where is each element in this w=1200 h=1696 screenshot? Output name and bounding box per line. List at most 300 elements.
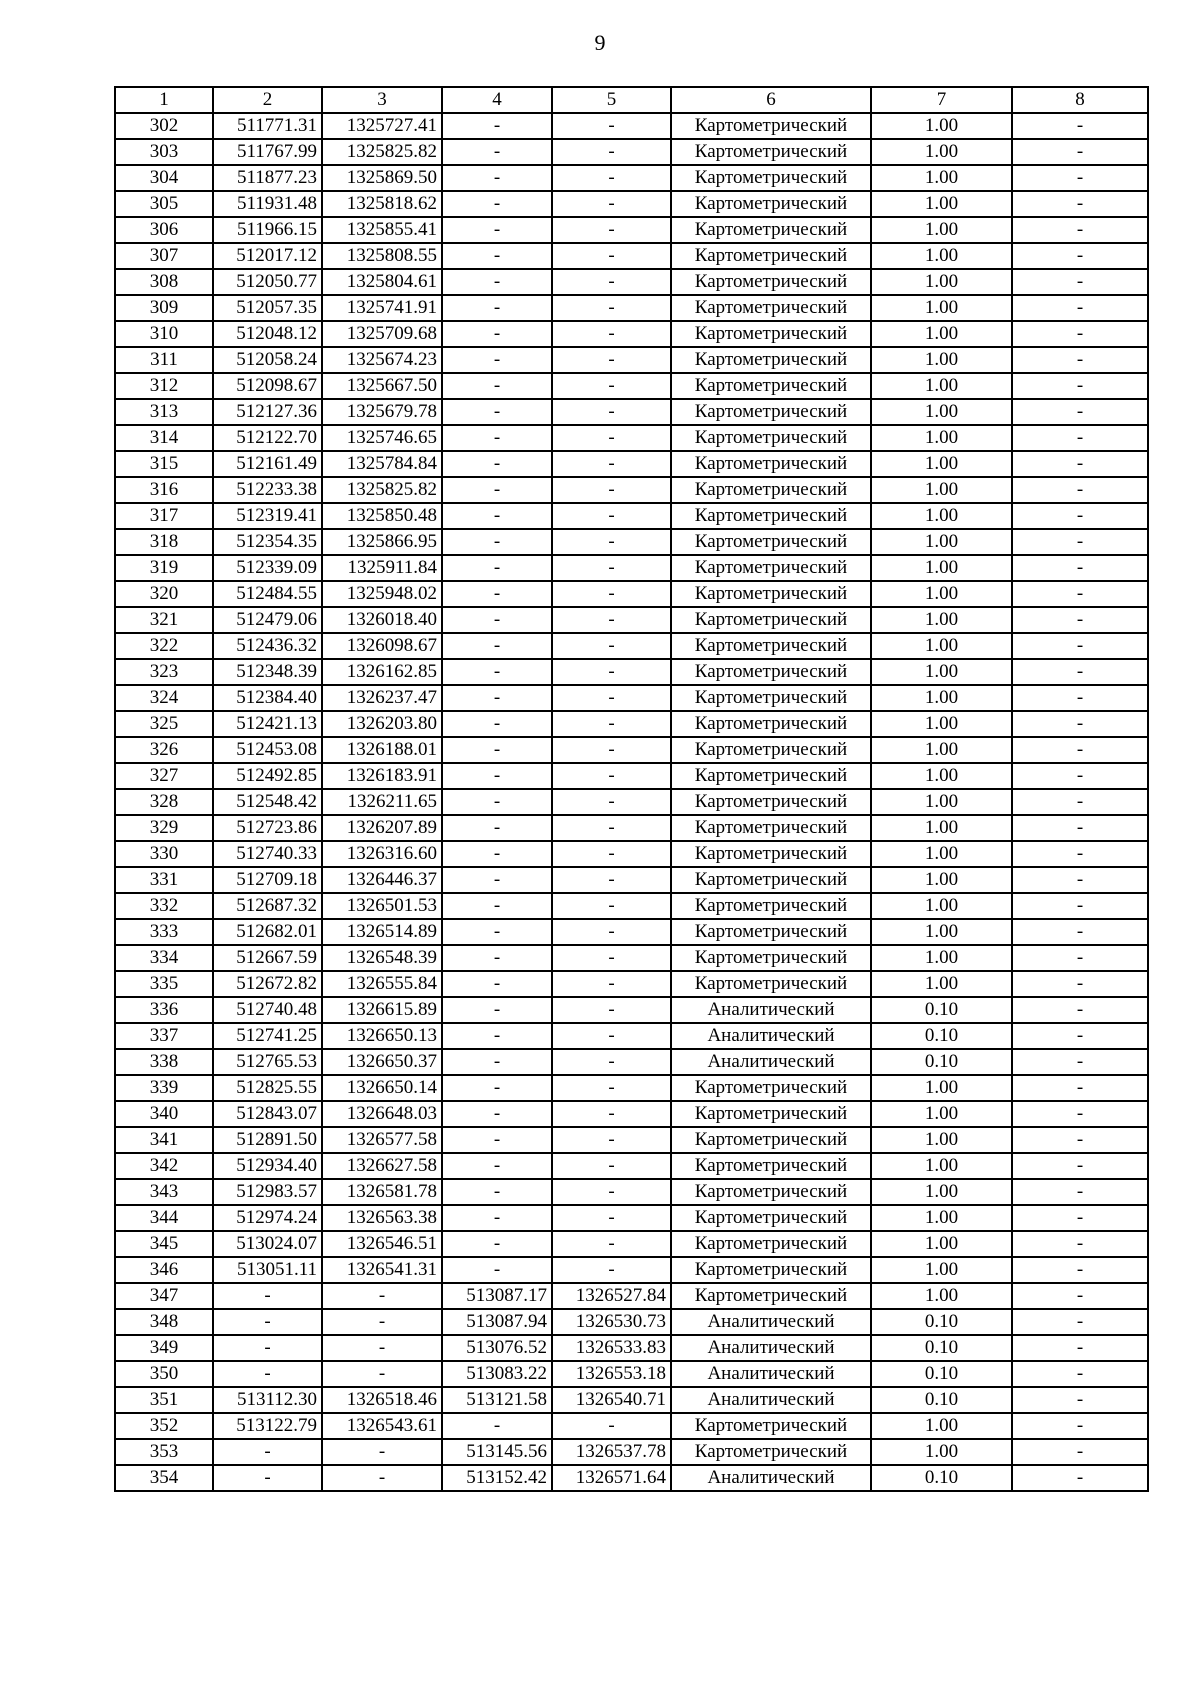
table-cell-col-2: 512233.38 bbox=[213, 477, 322, 503]
table-row bbox=[115, 1283, 1148, 1309]
table-cell-col-6: Картометрический bbox=[671, 607, 871, 633]
table-cell-col-5: - bbox=[552, 373, 671, 399]
table-cell-col-5: - bbox=[552, 113, 671, 139]
table-cell-col-3: 1325667.50 bbox=[322, 373, 442, 399]
table-cell-col-2: 511931.48 bbox=[213, 191, 322, 217]
table-cell-col-6: Картометрический bbox=[671, 1101, 871, 1127]
table-cell-col-7: 1.00 bbox=[871, 1075, 1012, 1101]
table-cell-col-7: 1.00 bbox=[871, 399, 1012, 425]
table-row bbox=[115, 971, 1148, 997]
table-cell-col-2: 512974.24 bbox=[213, 1205, 322, 1231]
table-cell-col-7: 1.00 bbox=[871, 633, 1012, 659]
table-cell-col-3: 1326207.89 bbox=[322, 815, 442, 841]
table-cell-col-2: 512421.13 bbox=[213, 711, 322, 737]
table-cell-col-2: 512348.39 bbox=[213, 659, 322, 685]
table-row bbox=[115, 893, 1148, 919]
table-cell-col-6: Картометрический bbox=[671, 373, 871, 399]
table-cell-col-8: - bbox=[1012, 1049, 1148, 1075]
table-row bbox=[115, 243, 1148, 269]
table-cell-col-5: - bbox=[552, 217, 671, 243]
table-cell-col-4: - bbox=[442, 1153, 552, 1179]
table-cell-col-6: Картометрический bbox=[671, 919, 871, 945]
column-header-7: 7 bbox=[871, 87, 1012, 113]
table-cell-col-8: - bbox=[1012, 919, 1148, 945]
table-cell-col-7: 1.00 bbox=[871, 295, 1012, 321]
table-cell-col-7: 1.00 bbox=[871, 1153, 1012, 1179]
table-cell-col-5: - bbox=[552, 711, 671, 737]
table-cell-col-3: 1325818.62 bbox=[322, 191, 442, 217]
table-cell-col-2: 513024.07 bbox=[213, 1231, 322, 1257]
table-cell-col-7: 1.00 bbox=[871, 1179, 1012, 1205]
table-cell-col-2: 512682.01 bbox=[213, 919, 322, 945]
table-cell-col-8: - bbox=[1012, 451, 1148, 477]
table-cell-col-7: 1.00 bbox=[871, 555, 1012, 581]
table-row bbox=[115, 347, 1148, 373]
table-cell-col-1: 316 bbox=[115, 477, 213, 503]
table-cell-col-5: - bbox=[552, 1179, 671, 1205]
table-cell-col-5: - bbox=[552, 1231, 671, 1257]
table-cell-col-8: - bbox=[1012, 763, 1148, 789]
table-cell-col-6: Картометрический bbox=[671, 347, 871, 373]
table-cell-col-8: - bbox=[1012, 1413, 1148, 1439]
table-row bbox=[115, 1387, 1148, 1413]
table-cell-col-8: - bbox=[1012, 1335, 1148, 1361]
table-cell-col-1: 339 bbox=[115, 1075, 213, 1101]
table-cell-col-5: 1326537.78 bbox=[552, 1439, 671, 1465]
table-cell-col-8: - bbox=[1012, 1465, 1148, 1491]
table-row bbox=[115, 425, 1148, 451]
table-cell-col-6: Картометрический bbox=[671, 659, 871, 685]
table-cell-col-2: - bbox=[213, 1335, 322, 1361]
table-cell-col-6: Аналитический bbox=[671, 1049, 871, 1075]
table-cell-col-3: 1325948.02 bbox=[322, 581, 442, 607]
table-cell-col-4: - bbox=[442, 555, 552, 581]
table-row bbox=[115, 581, 1148, 607]
table-row bbox=[115, 373, 1148, 399]
table-cell-col-2: 512740.48 bbox=[213, 997, 322, 1023]
table-cell-col-5: - bbox=[552, 763, 671, 789]
table-cell-col-6: Картометрический bbox=[671, 1075, 871, 1101]
table-row bbox=[115, 659, 1148, 685]
table-cell-col-3: - bbox=[322, 1439, 442, 1465]
table-cell-col-3: 1326188.01 bbox=[322, 737, 442, 763]
table-cell-col-3: 1326577.58 bbox=[322, 1127, 442, 1153]
table-cell-col-5: - bbox=[552, 347, 671, 373]
column-header-6: 6 bbox=[671, 87, 871, 113]
table-cell-col-7: 1.00 bbox=[871, 425, 1012, 451]
table-cell-col-4: - bbox=[442, 1205, 552, 1231]
table-cell-col-7: 0.10 bbox=[871, 1335, 1012, 1361]
table-cell-col-8: - bbox=[1012, 347, 1148, 373]
table-cell-col-4: - bbox=[442, 867, 552, 893]
table-cell-col-7: 1.00 bbox=[871, 165, 1012, 191]
table-cell-col-7: 1.00 bbox=[871, 113, 1012, 139]
table-cell-col-4: - bbox=[442, 893, 552, 919]
table-cell-col-1: 334 bbox=[115, 945, 213, 971]
table-cell-col-3: - bbox=[322, 1361, 442, 1387]
table-cell-col-4: - bbox=[442, 321, 552, 347]
table-cell-col-1: 325 bbox=[115, 711, 213, 737]
table-cell-col-1: 319 bbox=[115, 555, 213, 581]
table-cell-col-1: 342 bbox=[115, 1153, 213, 1179]
table-cell-col-8: - bbox=[1012, 1127, 1148, 1153]
table-row bbox=[115, 139, 1148, 165]
table-cell-col-1: 336 bbox=[115, 997, 213, 1023]
table-cell-col-1: 351 bbox=[115, 1387, 213, 1413]
table-cell-col-7: 1.00 bbox=[871, 867, 1012, 893]
table-cell-col-5: - bbox=[552, 165, 671, 191]
table-cell-col-1: 344 bbox=[115, 1205, 213, 1231]
table-cell-col-6: Картометрический bbox=[671, 243, 871, 269]
table-cell-col-7: 1.00 bbox=[871, 841, 1012, 867]
table-cell-col-7: 0.10 bbox=[871, 1049, 1012, 1075]
table-cell-col-4: - bbox=[442, 581, 552, 607]
table-cell-col-7: 0.10 bbox=[871, 997, 1012, 1023]
table-cell-col-8: - bbox=[1012, 1387, 1148, 1413]
table-cell-col-2: 512436.32 bbox=[213, 633, 322, 659]
table-cell-col-1: 353 bbox=[115, 1439, 213, 1465]
table-row bbox=[115, 607, 1148, 633]
table-cell-col-7: 1.00 bbox=[871, 347, 1012, 373]
table-cell-col-5: - bbox=[552, 841, 671, 867]
table-cell-col-4: - bbox=[442, 815, 552, 841]
table-cell-col-1: 320 bbox=[115, 581, 213, 607]
table-cell-col-3: 1326648.03 bbox=[322, 1101, 442, 1127]
table-cell-col-2: 512709.18 bbox=[213, 867, 322, 893]
table-cell-col-2: 511877.23 bbox=[213, 165, 322, 191]
table-cell-col-8: - bbox=[1012, 555, 1148, 581]
table-cell-col-2: 512667.59 bbox=[213, 945, 322, 971]
table-cell-col-6: Картометрический bbox=[671, 1205, 871, 1231]
table-cell-col-4: - bbox=[442, 529, 552, 555]
table-cell-col-7: 1.00 bbox=[871, 659, 1012, 685]
table-cell-col-4: 513152.42 bbox=[442, 1465, 552, 1491]
table-cell-col-4: - bbox=[442, 295, 552, 321]
table-body bbox=[115, 113, 1148, 1491]
table-cell-col-2: 512050.77 bbox=[213, 269, 322, 295]
table-cell-col-1: 354 bbox=[115, 1465, 213, 1491]
table-cell-col-2: 512740.33 bbox=[213, 841, 322, 867]
table-cell-col-8: - bbox=[1012, 113, 1148, 139]
table-cell-col-2: - bbox=[213, 1309, 322, 1335]
table-cell-col-5: - bbox=[552, 971, 671, 997]
table-cell-col-6: Картометрический bbox=[671, 711, 871, 737]
table-cell-col-3: 1325679.78 bbox=[322, 399, 442, 425]
table-cell-col-4: - bbox=[442, 1101, 552, 1127]
table-cell-col-7: 1.00 bbox=[871, 789, 1012, 815]
table-cell-col-1: 314 bbox=[115, 425, 213, 451]
table-cell-col-6: Картометрический bbox=[671, 971, 871, 997]
table-cell-col-7: 1.00 bbox=[871, 529, 1012, 555]
table-cell-col-7: 1.00 bbox=[871, 919, 1012, 945]
table-cell-col-5: - bbox=[552, 1101, 671, 1127]
table-cell-col-6: Картометрический bbox=[671, 789, 871, 815]
table-row bbox=[115, 1465, 1148, 1491]
table-cell-col-7: 0.10 bbox=[871, 1387, 1012, 1413]
table-row bbox=[115, 1309, 1148, 1335]
table-cell-col-4: - bbox=[442, 451, 552, 477]
table-cell-col-6: Картометрический bbox=[671, 191, 871, 217]
table-cell-col-1: 333 bbox=[115, 919, 213, 945]
table-cell-col-6: Картометрический bbox=[671, 815, 871, 841]
table-cell-col-7: 1.00 bbox=[871, 191, 1012, 217]
table-cell-col-7: 1.00 bbox=[871, 1101, 1012, 1127]
table-cell-col-7: 1.00 bbox=[871, 1231, 1012, 1257]
table-cell-col-3: - bbox=[322, 1309, 442, 1335]
table-cell-col-3: 1325746.65 bbox=[322, 425, 442, 451]
table-cell-col-8: - bbox=[1012, 1101, 1148, 1127]
table-cell-col-7: 0.10 bbox=[871, 1361, 1012, 1387]
table-cell-col-2: 512934.40 bbox=[213, 1153, 322, 1179]
table-cell-col-1: 343 bbox=[115, 1179, 213, 1205]
table-cell-col-8: - bbox=[1012, 1439, 1148, 1465]
table-row bbox=[115, 1101, 1148, 1127]
table-cell-col-6: Картометрический bbox=[671, 1283, 871, 1309]
table-cell-col-7: 1.00 bbox=[871, 503, 1012, 529]
table-row bbox=[115, 685, 1148, 711]
table-cell-col-5: - bbox=[552, 997, 671, 1023]
table-cell-col-7: 1.00 bbox=[871, 139, 1012, 165]
table-cell-col-7: 0.10 bbox=[871, 1023, 1012, 1049]
table-cell-col-5: - bbox=[552, 581, 671, 607]
table-cell-col-1: 335 bbox=[115, 971, 213, 997]
table-cell-col-4: - bbox=[442, 1127, 552, 1153]
table-row bbox=[115, 841, 1148, 867]
table-cell-col-8: - bbox=[1012, 1361, 1148, 1387]
table-cell-col-2: 512017.12 bbox=[213, 243, 322, 269]
table-cell-col-7: 1.00 bbox=[871, 711, 1012, 737]
table-cell-col-4: - bbox=[442, 1023, 552, 1049]
table-row bbox=[115, 1413, 1148, 1439]
table-cell-col-6: Картометрический bbox=[671, 1413, 871, 1439]
table-cell-col-8: - bbox=[1012, 165, 1148, 191]
table-cell-col-3: 1325709.68 bbox=[322, 321, 442, 347]
table-cell-col-7: 1.00 bbox=[871, 685, 1012, 711]
table-cell-col-6: Картометрический bbox=[671, 685, 871, 711]
table-cell-col-6: Картометрический bbox=[671, 1231, 871, 1257]
table-row bbox=[115, 1049, 1148, 1075]
table-cell-col-3: 1326548.39 bbox=[322, 945, 442, 971]
table-cell-col-2: 512098.67 bbox=[213, 373, 322, 399]
table-cell-col-7: 1.00 bbox=[871, 893, 1012, 919]
table-row bbox=[115, 1205, 1148, 1231]
table-row bbox=[115, 1439, 1148, 1465]
table-cell-col-5: - bbox=[552, 1127, 671, 1153]
table-cell-col-2: 512765.53 bbox=[213, 1049, 322, 1075]
table-cell-col-4: 513121.58 bbox=[442, 1387, 552, 1413]
table-cell-col-4: - bbox=[442, 841, 552, 867]
table-cell-col-1: 327 bbox=[115, 763, 213, 789]
table-cell-col-7: 1.00 bbox=[871, 1205, 1012, 1231]
column-header-1: 1 bbox=[115, 87, 213, 113]
table-cell-col-8: - bbox=[1012, 971, 1148, 997]
table-cell-col-5: - bbox=[552, 789, 671, 815]
table-cell-col-8: - bbox=[1012, 529, 1148, 555]
table-cell-col-4: - bbox=[442, 789, 552, 815]
table-cell-col-6: Картометрический bbox=[671, 841, 871, 867]
table-cell-col-7: 1.00 bbox=[871, 373, 1012, 399]
table-cell-col-2: 512058.24 bbox=[213, 347, 322, 373]
table-cell-col-4: - bbox=[442, 1075, 552, 1101]
table-cell-col-3: 1325804.61 bbox=[322, 269, 442, 295]
table-cell-col-2: 512354.35 bbox=[213, 529, 322, 555]
table-cell-col-4: - bbox=[442, 243, 552, 269]
table-cell-col-2: - bbox=[213, 1361, 322, 1387]
table-cell-col-3: 1326098.67 bbox=[322, 633, 442, 659]
table-row bbox=[115, 1127, 1148, 1153]
table-cell-col-3: 1325784.84 bbox=[322, 451, 442, 477]
table-cell-col-1: 346 bbox=[115, 1257, 213, 1283]
table-cell-col-1: 304 bbox=[115, 165, 213, 191]
table-cell-col-5: - bbox=[552, 529, 671, 555]
table-cell-col-6: Картометрический bbox=[671, 165, 871, 191]
table-cell-col-3: 1326446.37 bbox=[322, 867, 442, 893]
table-cell-col-3: 1326211.65 bbox=[322, 789, 442, 815]
table-row bbox=[115, 997, 1148, 1023]
table-cell-col-5: - bbox=[552, 607, 671, 633]
table-cell-col-6: Картометрический bbox=[671, 529, 871, 555]
table-row bbox=[115, 165, 1148, 191]
table-cell-col-3: 1326650.14 bbox=[322, 1075, 442, 1101]
table-cell-col-3: 1325850.48 bbox=[322, 503, 442, 529]
table-cell-col-5: 1326533.83 bbox=[552, 1335, 671, 1361]
table-cell-col-2: 513122.79 bbox=[213, 1413, 322, 1439]
table-cell-col-4: - bbox=[442, 971, 552, 997]
table-cell-col-5: - bbox=[552, 295, 671, 321]
table-cell-col-3: 1326018.40 bbox=[322, 607, 442, 633]
table-cell-col-7: 1.00 bbox=[871, 1257, 1012, 1283]
table-cell-col-6: Картометрический bbox=[671, 1179, 871, 1205]
table-row bbox=[115, 1153, 1148, 1179]
table-cell-col-1: 313 bbox=[115, 399, 213, 425]
table-cell-col-5: - bbox=[552, 321, 671, 347]
table-cell-col-1: 306 bbox=[115, 217, 213, 243]
table-cell-col-5: - bbox=[552, 243, 671, 269]
table-cell-col-4: - bbox=[442, 1179, 552, 1205]
table-cell-col-3: 1326563.38 bbox=[322, 1205, 442, 1231]
table-cell-col-7: 1.00 bbox=[871, 581, 1012, 607]
table-cell-col-7: 1.00 bbox=[871, 1283, 1012, 1309]
table-cell-col-5: - bbox=[552, 737, 671, 763]
table-cell-col-8: - bbox=[1012, 659, 1148, 685]
table-cell-col-8: - bbox=[1012, 1205, 1148, 1231]
table-cell-col-3: 1326615.89 bbox=[322, 997, 442, 1023]
table-cell-col-7: 1.00 bbox=[871, 945, 1012, 971]
table-cell-col-5: - bbox=[552, 893, 671, 919]
table-cell-col-1: 308 bbox=[115, 269, 213, 295]
table-cell-col-1: 338 bbox=[115, 1049, 213, 1075]
table-cell-col-6: Картометрический bbox=[671, 1153, 871, 1179]
table-cell-col-4: 513087.94 bbox=[442, 1309, 552, 1335]
table-cell-col-5: - bbox=[552, 555, 671, 581]
table-cell-col-3: 1326237.47 bbox=[322, 685, 442, 711]
table-cell-col-6: Аналитический bbox=[671, 997, 871, 1023]
table-row bbox=[115, 113, 1148, 139]
table-cell-col-1: 310 bbox=[115, 321, 213, 347]
table-cell-col-5: - bbox=[552, 1049, 671, 1075]
table-cell-col-3: 1325869.50 bbox=[322, 165, 442, 191]
table-cell-col-2: - bbox=[213, 1283, 322, 1309]
table-cell-col-8: - bbox=[1012, 893, 1148, 919]
column-header-8: 8 bbox=[1012, 87, 1148, 113]
table-cell-col-4: - bbox=[442, 399, 552, 425]
table-cell-col-6: Картометрический bbox=[671, 451, 871, 477]
table-row bbox=[115, 789, 1148, 815]
table-cell-col-5: - bbox=[552, 139, 671, 165]
table-cell-col-3: 1325808.55 bbox=[322, 243, 442, 269]
table-row bbox=[115, 503, 1148, 529]
table-cell-col-2: 512339.09 bbox=[213, 555, 322, 581]
table-cell-col-4: - bbox=[442, 1257, 552, 1283]
table-cell-col-4: - bbox=[442, 685, 552, 711]
table-cell-col-6: Картометрический bbox=[671, 1439, 871, 1465]
table-row bbox=[115, 477, 1148, 503]
table-cell-col-8: - bbox=[1012, 841, 1148, 867]
table-cell-col-6: Картометрический bbox=[671, 555, 871, 581]
table-cell-col-7: 1.00 bbox=[871, 763, 1012, 789]
table-cell-col-6: Аналитический bbox=[671, 1361, 871, 1387]
table-cell-col-5: 1326571.64 bbox=[552, 1465, 671, 1491]
table-cell-col-1: 332 bbox=[115, 893, 213, 919]
table-cell-col-7: 1.00 bbox=[871, 737, 1012, 763]
table-cell-col-8: - bbox=[1012, 633, 1148, 659]
table-row bbox=[115, 737, 1148, 763]
table-cell-col-6: Картометрический bbox=[671, 893, 871, 919]
table-row bbox=[115, 945, 1148, 971]
table-cell-col-3: 1325674.23 bbox=[322, 347, 442, 373]
table-cell-col-8: - bbox=[1012, 1179, 1148, 1205]
table-cell-col-6: Аналитический bbox=[671, 1387, 871, 1413]
table-cell-col-8: - bbox=[1012, 243, 1148, 269]
table-cell-col-7: 0.10 bbox=[871, 1465, 1012, 1491]
table-cell-col-3: - bbox=[322, 1465, 442, 1491]
table-cell-col-7: 1.00 bbox=[871, 243, 1012, 269]
table-row bbox=[115, 1231, 1148, 1257]
table-cell-col-8: - bbox=[1012, 737, 1148, 763]
table-cell-col-1: 328 bbox=[115, 789, 213, 815]
table-cell-col-3: 1326518.46 bbox=[322, 1387, 442, 1413]
table-row bbox=[115, 1361, 1148, 1387]
table-cell-col-6: Картометрический bbox=[671, 503, 871, 529]
table-cell-col-4: - bbox=[442, 113, 552, 139]
table-cell-col-8: - bbox=[1012, 711, 1148, 737]
table-cell-col-5: - bbox=[552, 1075, 671, 1101]
table-cell-col-5: - bbox=[552, 659, 671, 685]
table-cell-col-1: 345 bbox=[115, 1231, 213, 1257]
table-cell-col-5: - bbox=[552, 477, 671, 503]
table-cell-col-7: 1.00 bbox=[871, 451, 1012, 477]
table-cell-col-8: - bbox=[1012, 269, 1148, 295]
table-cell-col-8: - bbox=[1012, 1309, 1148, 1335]
table-cell-col-8: - bbox=[1012, 1023, 1148, 1049]
table-cell-col-8: - bbox=[1012, 425, 1148, 451]
table-cell-col-2: 512492.85 bbox=[213, 763, 322, 789]
table-cell-col-3: 1326543.61 bbox=[322, 1413, 442, 1439]
table-cell-col-3: 1325727.41 bbox=[322, 113, 442, 139]
table-row bbox=[115, 763, 1148, 789]
table-cell-col-6: Картометрический bbox=[671, 425, 871, 451]
table-cell-col-2: 512479.06 bbox=[213, 607, 322, 633]
table-cell-col-1: 326 bbox=[115, 737, 213, 763]
table-cell-col-1: 340 bbox=[115, 1101, 213, 1127]
table-cell-col-4: 513083.22 bbox=[442, 1361, 552, 1387]
table-cell-col-4: 513087.17 bbox=[442, 1283, 552, 1309]
table-cell-col-4: - bbox=[442, 477, 552, 503]
table-cell-col-1: 349 bbox=[115, 1335, 213, 1361]
table-cell-col-3: 1326650.37 bbox=[322, 1049, 442, 1075]
table-cell-col-3: 1325825.82 bbox=[322, 139, 442, 165]
table-cell-col-7: 1.00 bbox=[871, 607, 1012, 633]
